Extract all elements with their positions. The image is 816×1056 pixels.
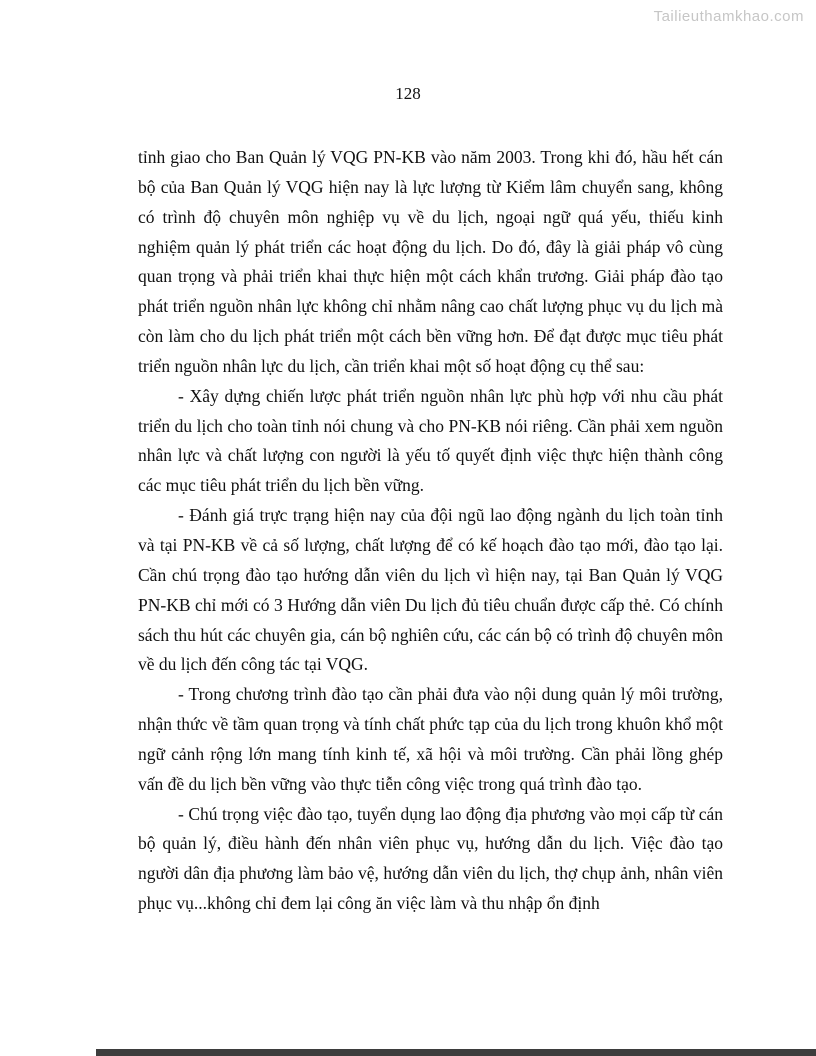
paragraph-continuation: tỉnh giao cho Ban Quản lý VQG PN-KB vào năm 2003. Trong khi đó, hầu hết cán bộ của Ban Quản lý VQG hiện nay là lực lượng từ Kiểm lâm chuyển sang, không có trình độ chuyên môn nghiệp vụ về du lịch, ngoại ngữ quá yếu, thiếu kinh nghiệm quản lý phát triển các hoạt động du lịch. Do đó, đây là giải pháp vô cùng quan trọng và phải triển khai thực hiện một cách khẩn trương. Giải pháp đào tạo phát triển nguồn nhân lực không chỉ nhằm nâng cao chất lượng phục vụ du lịch mà còn làm cho du lịch phát triển một cách bền vững hơn. Để đạt được mục tiêu phát triển nguồn nhân lực du lịch, cần triển khai một số hoạt động cụ thể sau: bbox=[138, 147, 723, 376]
paragraph-bullet-local-labor: - Chú trọng việc đào tạo, tuyển dụng lao động địa phương vào mọi cấp từ cán bộ quản lý, điều hành đến nhân viên phục vụ, hướng dẫn du lịch. Việc đào tạo người dân địa phương làm bảo vệ, hướng dẫn viên du lịch, thợ chụp ảnh, nhân viên phục vụ...không chỉ đem lại công ăn việc làm và thu nhập ổn định bbox=[138, 803, 723, 914]
paragraph-bullet-training-content: - Trong chương trình đào tạo cần phải đưa vào nội dung quản lý môi trường, nhận thức về tầm quan trọng và tính chất phức tạp của du lịch trong khuôn khổ một ngữ cảnh rộng lớn mang tính kinh tế, xã hội và môi trường. Cần phải lồng ghép vấn đề du lịch bền vững vào thực tiễn công việc trong quá trình đào tạo. bbox=[138, 684, 723, 794]
watermark-tailieuthamkhao: Tailieuthamkhao.com bbox=[653, 8, 804, 25]
document-body bbox=[138, 143, 723, 919]
paragraph-bullet-workforce-assessment: - Đánh giá trực trạng hiện nay của đội ngũ lao động ngành du lịch toàn tỉnh và tại PN-KB về cả số lượng, chất lượng để có kế hoạch đào tạo mới, đào tạo lại. Cần chú trọng đào tạo hướng dẫn viên du lịch vì hiện nay, tại Ban Quản lý VQG PN-KB chỉ mới có 3 Hướng dẫn viên Du lịch đủ tiêu chuẩn được cấp thẻ. Có chính sách thu hút các chuyên gia, cán bộ nghiên cứu, các cán bộ có trình độ chuyên môn về du lịch đến công tác tại VQG. bbox=[138, 505, 723, 675]
paragraph-bullet-human-resource-strategy: - Xây dựng chiến lược phát triển nguồn nhân lực phù hợp với nhu cầu phát triển du lịch cho toàn tỉnh nói chung và cho PN-KB nói riêng. Cần phải xem nguồn nhân lực và chất lượng con người là yếu tố quyết định việc thực hiện thành công các mục tiêu phát triển du lịch bền vững. bbox=[138, 385, 723, 496]
bottom-page-edge-bar bbox=[96, 1049, 816, 1056]
page-number: 128 bbox=[395, 84, 421, 103]
